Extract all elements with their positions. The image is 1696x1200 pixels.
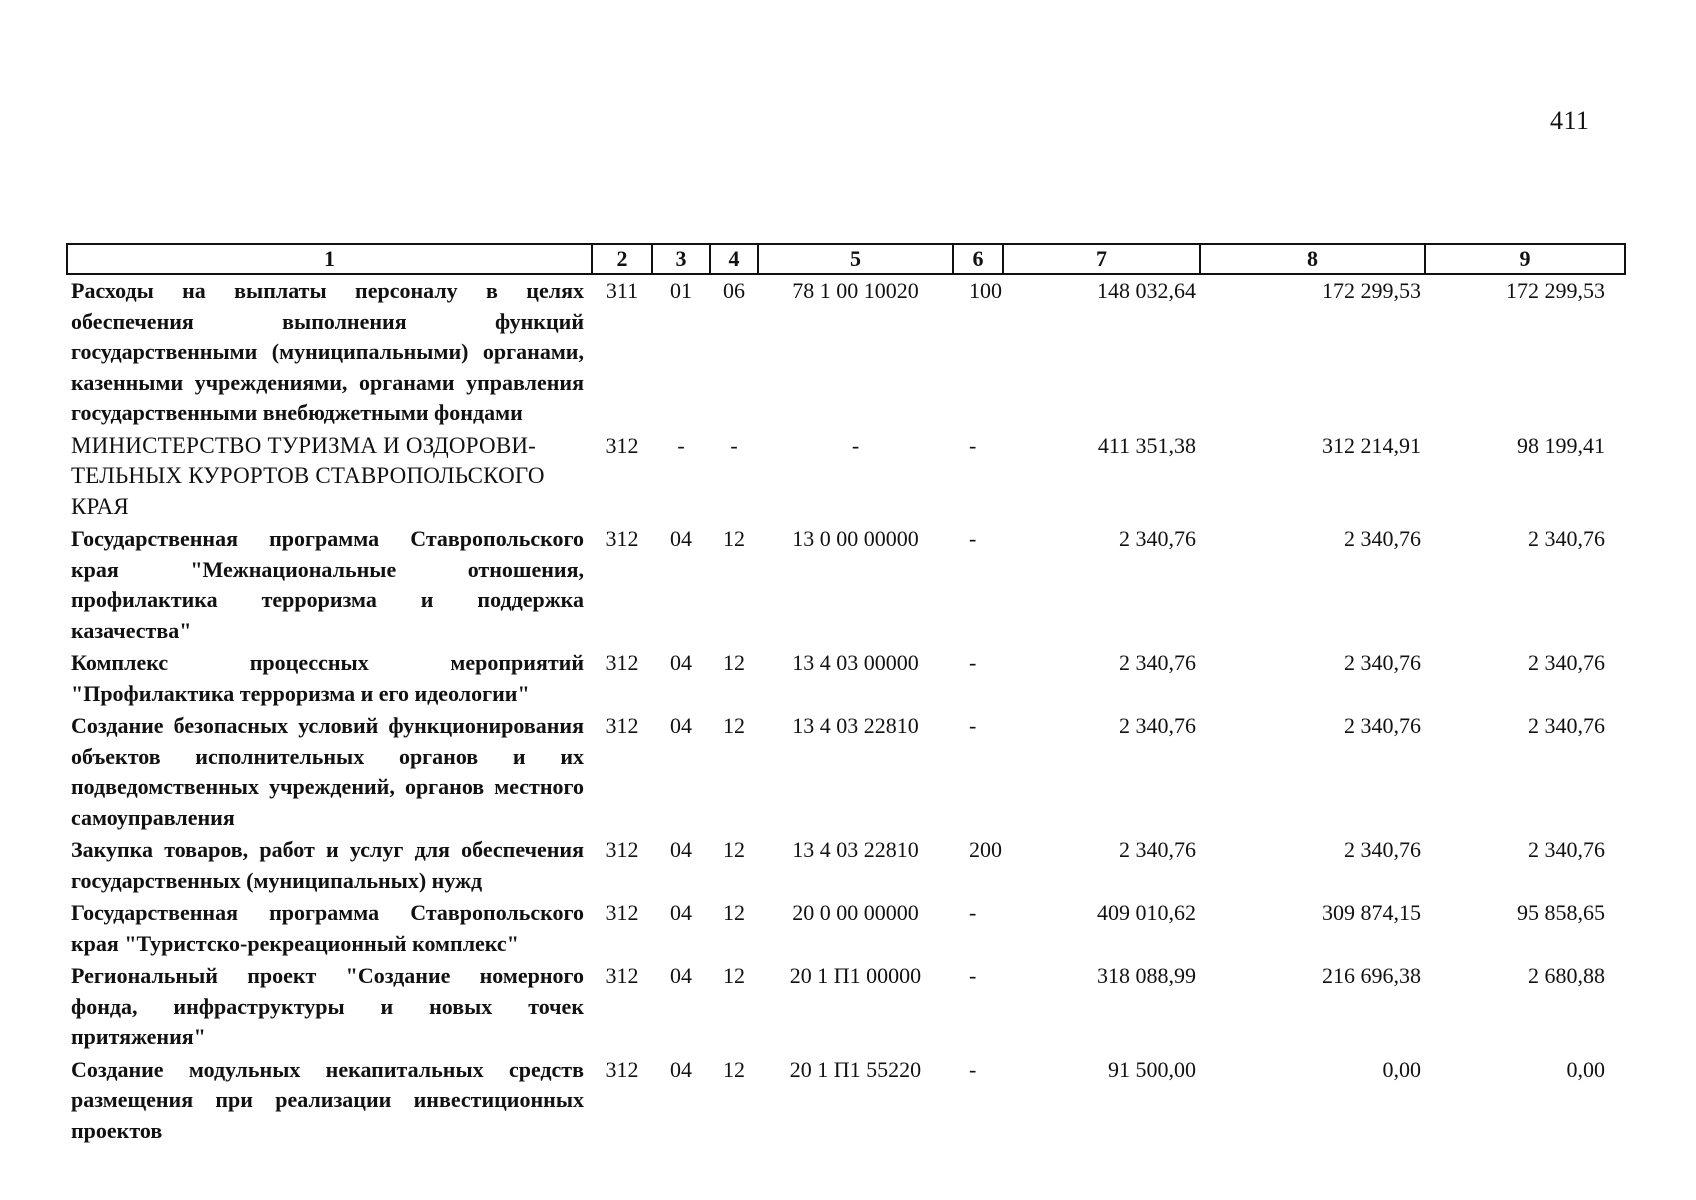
table-row [67, 430, 1625, 524]
row-amount-col7: 2 340,76 [1119, 713, 1196, 738]
header-col-2: 2 [592, 244, 652, 274]
row-amount-col8: 312 214,91 [1322, 432, 1421, 458]
row-pr: 12 [723, 713, 745, 738]
header-col-7: 7 [1003, 244, 1200, 274]
row-pr: 12 [723, 526, 745, 551]
row-name: Создание модульных некапитальных средств размещения при реализации инвестиционных проектов [71, 1056, 584, 1143]
table-row [67, 1054, 1625, 1148]
row-rz: 04 [670, 837, 692, 862]
row-gr: 312 [605, 432, 639, 458]
row-gr: 312 [605, 526, 639, 551]
row-gr: 312 [605, 900, 639, 925]
row-rz: - [677, 432, 685, 458]
header-col-3: 3 [652, 244, 710, 274]
row-amount-col9: 0,00 [1566, 1056, 1605, 1082]
row-amount-col9: 98 199,41 [1517, 432, 1605, 458]
row-name: Расходы на выплаты персоналу в целях обеспечения выполнения функций государственными (муниципальными) органами, казенными учреждениями, органами управления государственными внебюджетными фондами [71, 278, 584, 425]
row-amount-col8: 2 340,76 [1344, 526, 1421, 551]
row-pr: 12 [723, 837, 745, 862]
row-name: Закупка товаров, работ и услуг для обеспечения государственных (муниципальных) нужд [71, 837, 584, 893]
row-amount-col7: 2 340,76 [1119, 526, 1196, 551]
row-vr: - [969, 432, 977, 458]
row-csr: 13 0 00 00000 [792, 526, 919, 551]
row-name: Региональный проект "Создание номерного фонда, инфраструктуры и новых точек притяжения" [71, 963, 584, 1049]
row-amount-col7: 411 351,38 [1097, 432, 1196, 458]
table-row [67, 960, 1625, 1054]
row-name: Создание безопасных условий функционирования объектов исполнительных органов и их подведомственных учреждений, органов местного самоуправления [71, 713, 584, 830]
row-pr: 12 [723, 650, 745, 675]
row-gr: 312 [605, 650, 639, 675]
row-vr: - [969, 900, 977, 925]
row-amount-col8: 309 874,15 [1322, 900, 1421, 925]
table-row [67, 523, 1625, 647]
row-amount-col8: 2 340,76 [1344, 650, 1421, 675]
row-amount-col7: 148 032,64 [1097, 278, 1196, 303]
row-amount-col9: 172 299,53 [1506, 278, 1605, 303]
header-col-9: 9 [1425, 244, 1625, 274]
row-gr: 312 [605, 963, 639, 988]
table-header-row [67, 244, 1625, 274]
row-csr: 78 1 00 10020 [792, 278, 919, 303]
row-pr: 12 [723, 1056, 745, 1082]
row-amount-col9: 2 340,76 [1528, 650, 1605, 675]
row-name: Государственная программа Ставропольского края "Межнациональные отношения, профилактика терроризма и поддержка казачества" [71, 526, 584, 643]
header-col-5: 5 [758, 244, 953, 274]
row-amount-col8: 2 340,76 [1344, 837, 1421, 862]
row-amount-col7: 318 088,99 [1097, 963, 1196, 988]
row-rz: 04 [670, 963, 692, 988]
page-number: 411 [1550, 106, 1590, 135]
row-name: МИНИСТЕРСТВО ТУРИЗМА И ОЗДОРОВИТЕЛЬНЫХ КУРОРТОВ СТАВРОПОЛЬСКОГО КРАЯ [71, 432, 545, 519]
row-vr: - [969, 526, 977, 551]
row-rz: 01 [670, 278, 692, 303]
row-amount-col7: 91 500,00 [1108, 1056, 1196, 1082]
row-vr: 100 [969, 278, 1002, 303]
row-gr: 312 [605, 837, 639, 862]
budget-table [66, 243, 1626, 1147]
row-pr: 06 [723, 278, 745, 303]
row-gr: 311 [605, 278, 639, 303]
row-rz: 04 [670, 526, 692, 551]
row-vr: - [969, 713, 977, 738]
row-amount-col9: 95 858,65 [1517, 900, 1605, 925]
row-amount-col9: 2 340,76 [1528, 526, 1605, 551]
row-amount-col9: 2 680,88 [1528, 963, 1605, 988]
row-rz: 04 [670, 713, 692, 738]
row-amount-col7: 2 340,76 [1119, 837, 1196, 862]
header-col-1: 1 [67, 244, 592, 274]
row-name: Комплекс процессных мероприятий "Профилактика терроризма и его идеологии" [71, 650, 584, 706]
row-amount-col8: 216 696,38 [1322, 963, 1421, 988]
table-row [67, 897, 1625, 960]
header-col-4: 4 [710, 244, 758, 274]
row-vr: - [969, 963, 977, 988]
row-amount-col9: 2 340,76 [1528, 713, 1605, 738]
row-rz: 04 [670, 1056, 692, 1082]
row-rz: 04 [670, 900, 692, 925]
row-amount-col8: 2 340,76 [1344, 713, 1421, 738]
row-vr: - [969, 650, 977, 675]
row-pr: 12 [723, 900, 745, 925]
table-row [67, 274, 1625, 430]
row-csr: 13 4 03 22810 [792, 713, 919, 738]
row-amount-col7: 2 340,76 [1119, 650, 1196, 675]
table-row [67, 710, 1625, 834]
row-csr: 20 1 П1 00000 [789, 963, 922, 988]
row-csr: 13 4 03 00000 [792, 650, 919, 675]
table-row [67, 647, 1625, 710]
row-gr: 312 [605, 713, 639, 738]
row-csr: 13 4 03 22810 [792, 837, 919, 862]
row-vr: - [969, 1056, 977, 1082]
row-csr: 20 0 00 00000 [792, 900, 919, 925]
row-gr: 312 [605, 1056, 639, 1082]
row-pr: 12 [723, 963, 745, 988]
row-csr: - [851, 432, 860, 458]
row-amount-col9: 2 340,76 [1528, 837, 1605, 862]
row-pr: - [730, 432, 738, 458]
row-amount-col7: 409 010,62 [1097, 900, 1196, 925]
table-row [67, 834, 1625, 897]
row-rz: 04 [670, 650, 692, 675]
header-col-6: 6 [953, 244, 1003, 274]
row-name: Государственная программа Ставропольского края "Туристско-рекреационный комплекс" [71, 900, 584, 956]
header-col-8: 8 [1200, 244, 1425, 274]
row-csr: 20 1 П1 55220 [789, 1056, 922, 1082]
row-amount-col8: 0,00 [1382, 1056, 1421, 1082]
row-vr: 200 [969, 837, 1002, 862]
row-amount-col8: 172 299,53 [1322, 278, 1421, 303]
